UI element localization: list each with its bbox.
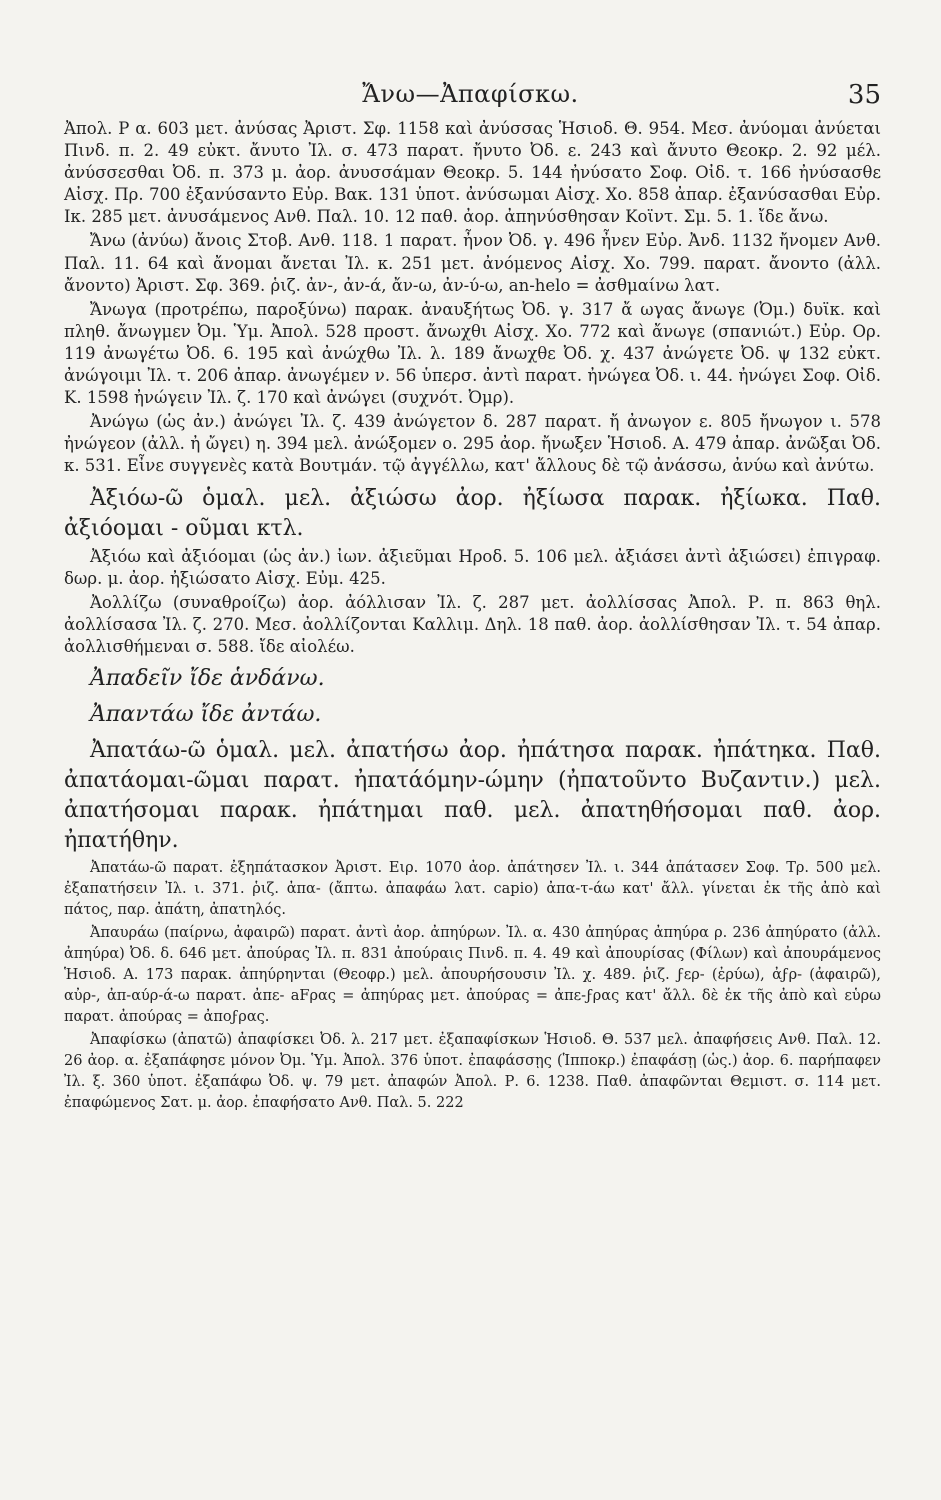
page-number: 35 bbox=[847, 80, 881, 110]
entry-paragraph-small: Ἀπαφίσκω (ἀπατῶ) ἀπαφίσκει Ὀδ. λ. 217 μετ. ἐξαπαφίσκων Ἡσιοδ. Θ. 537 μελ. ἀπαφήσεις Ανθ. Παλ. 12. 26 ἀορ. α. ἐξαπάφησε μόνον Ὀμ. Ὑμ. Ἀπολ. 376 ὑποτ. ἐπαφάσσῃς (Ἱπποκρ.) ἐπαφάσῃ (ὡς.) ἀορ. 6. παρήπαφεν Ἰλ. ξ. 360 ὑποτ. ἐξαπάφω Ὀδ. ψ. 79 μετ. ἀπαφών Ἀπολ. Ρ. 6. 1238. Παθ. ἀπαφῶνται Θεμιστ. σ. 114 μετ. ἐπαφώμενος Σατ. μ. ἀορ. ἐπαφήσατο Ανθ. Παλ. 5. 222 bbox=[64, 1031, 881, 1111]
entry-paragraph: Ἀξιόω καὶ ἀξιόομαι (ὡς ἀν.) ἰων. ἀξιεῦμαι Ηροδ. 5. 106 μελ. ἀξιάσει ἀντὶ ἀξιώσει) ἐπιγραφ. δωρ. μ. ἀορ. ἠξιώσατο Αἰσχ. Εὐμ. 425. bbox=[64, 546, 881, 588]
headword-apadein: Ἀπαδεῖν ἴδε ἁνδάνω. bbox=[90, 665, 325, 691]
entry-paragraph: Ἀνώγω (ὡς ἀν.) ἀνώγει Ἰλ. ζ. 439 ἀνώγετον δ. 287 παρατ. ἤ ἀνωγον ε. 805 ἤνωγον ι. 578 ἠνώγεον (ἀλλ. ἠ ὤγει) η. 394 μελ. ἀνώξομεν ο. 295 ἀορ. ἤνωξεν Ἡσιοδ. Α. 479 ἀπαρ. ἀνῶξαι Ὀδ. κ. 531. Εἶνε συγγενὲς κατὰ Βουτμάν. τῷ ἀγγέλλω, κατ' ἄλλους δὲ τῷ ἀνάσσω, ἀνύω καὶ ἀνύτω. bbox=[64, 412, 881, 476]
entry-paragraph: Ἀολλίζω (συναθροίζω) ἀορ. ἀόλλισαν Ἰλ. ζ. 287 μετ. ἀολλίσσας Ἀπολ. Ρ. π. 863 θηλ. ἀολλίσασα Ἰλ. ζ. 270. Μεσ. ἀολλίζονται Καλλιμ. Δηλ. 18 παθ. ἀορ. ἀολλίσθησαν Ἰλ. τ. 54 ἀπαρ. ἀολλισθήμεναι σ. 588. ἴδε αἰολέω. bbox=[64, 592, 881, 656]
entry-paragraph: Ἀπολ. Ρ α. 603 μετ. ἀνύσας Ἀριστ. Σφ. 1158 καὶ ἀνύσσας Ἡσιοδ. Θ. 954. Μεσ. ἀνύομαι ἀνύεται Πινδ. π. 2. 49 εὐκτ. ἄνυτο Ἰλ. σ. 473 παρατ. ἤνυτο Ὀδ. ε. 243 καὶ ἄνυτο Θεοκρ. 2. 92 μέλ. ἀνύσσεσθαι Ὀδ. π. 373 μ. ἀορ. ἀνυσσάμαν Θεοκρ. 5. 144 ἠνύσατο Σοφ. Οἰδ. τ. 166 ἠνύσασθε Αἰσχ. Πρ. 700 ἐξανύσαντο Εὐρ. Βακ. 131 ὑποτ. ἀνύσωμαι Αἰσχ. Χο. 858 ἀπαρ. ἐξανύσασθαι Εὐρ. Ικ. 285 μετ. ἀνυσάμενος Ανθ. Παλ. 10. 12 παθ. ἀορ. ἀπηνύσθησαν Κοϊντ. Σμ. 5. 1. ἴδε ἄνω. bbox=[64, 119, 881, 227]
headword-apatao: Ἀπατάω-ῶ ὁμαλ. μελ. ἀπατήσω ἀορ. ἠπάτησα παρακ. ἠπάτηκα. Παθ. ἀπατάομαι-ῶμαι παρατ. ἠπατάόμην-ώμην (ἠπατοῦντο Βυζαντιν.) μελ. ἀπατήσομαι παρακ. ἠπάτημαι παθ. μελ. ἀπατηθήσομαι παθ. ἀορ. ἠπατήθην. bbox=[64, 737, 881, 853]
headword-apantao: Ἀπαντάω ἴδε ἀντάω. bbox=[90, 701, 322, 727]
entry-paragraph: Ἄνω (ἀνύω) ἄνοις Στοβ. Ανθ. 118. 1 παρατ. ἦνον Ὀδ. γ. 496 ἦνεν Εὐρ. Ἀνδ. 1132 ἤνομεν Ανθ. Παλ. 11. 64 καὶ ἄνομαι ἄνεται Ἰλ. κ. 251 μετ. ἀνόμενος Αἰσχ. Χο. 799. παρατ. ἄνοντο (ἀλλ. ἄνοντο) Ἀριστ. Σφ. 369. ῥιζ. ἀν-, ἀν-ά, ἄν-ω, ἀν-ύ-ω, an-helo = ἀσθμαίνω λατ. bbox=[64, 231, 881, 295]
headword-axioo: Ἀξιόω-ῶ ὁμαλ. μελ. ἀξιώσω ἀορ. ἠξίωσα παρακ. ἠξίωκα. Παθ. ἀξιόομαι - οῦμαι κτλ. bbox=[64, 485, 881, 541]
entry-paragraph: Ἄνωγα (προτρέπω, παροξύνω) παρακ. ἀναυξήτως Ὀδ. γ. 317 ἄ ωγας ἄνωγε (Ὀμ.) δυϊκ. καὶ πληθ. ἄνωγμεν Ὀμ. Ὑμ. Ἀπολ. 528 προστ. ἄνωχθι Αἰσχ. Χο. 772 καὶ ἄνωγε (σπανιώτ.) Εὐρ. Ορ. 119 ἀνωγέτω Ὀδ. 6. 195 καὶ ἀνώχθω Ἰλ. λ. 189 ἄνωχθε Ὀδ. χ. 437 ἀνώγετε Ὀδ. ψ 132 εὐκτ. ἀνώγοιμι Ἰλ. τ. 206 ἀπαρ. ἀνωγέμεν ν. 56 ὑπερσ. ἀντὶ παρατ. ἠνώγεα Ὀδ. ι. 44. ἠνώγει Σοφ. Οἰδ. Κ. 1598 ἠνώγειν Ἰλ. ζ. 170 καὶ ἀνώγει (συχνότ. Ὀμρ). bbox=[64, 299, 881, 408]
running-head: Ἄνω—Ἀπαφίσκω. bbox=[362, 80, 579, 108]
entry-paragraph-small: Ἀπαυράω (παίρνω, ἀφαιρῶ) παρατ. ἀντὶ ἀορ. ἀπηύρων. Ἰλ. α. 430 ἀπηύρας ἀπηύρα ρ. 236 ἀπηύρατο (ἀλλ. ἀπηύρα) Ὀδ. δ. 646 μετ. ἀπούρας Ἰλ. π. 831 ἀπούραις Πινδ. π. 4. 49 καὶ ἀπουρίσας (Φίλων) καὶ ἀπουράμενος Ἡσιοδ. Α. 173 παρακ. ἀπηύρηνται (Θεοφρ.) μελ. ἀπουρήσουσιν Ἰλ. χ. 489. ῥιζ. ϝερ- (ἐρύω), ἀϝρ- (ἀφαιρῶ), αὐρ-, ἀπ-αύρ-ά-ω παρατ. ἀπε- aFρας = ἀπηύρας μετ. ἀπούρας = ἀπε-ϝρας κατ' ἄλλ. δὲ ἐκ τῆς ἀπὸ καὶ εὑρω παρατ. ἀπούρας = ἀποϝρας. bbox=[64, 924, 881, 1025]
entry-paragraph-small: Ἀπατάω-ῶ παρατ. ἐξηπάτασκον Ἀριστ. Ειρ. 1070 ἀορ. ἀπάτησεν Ἰλ. ι. 344 ἀπάτασεν Σοφ. Τρ. 500 μελ. ἐξαπατήσειν Ἰλ. ι. 371. ῥιζ. ἀπα- (ἄπτω. ἀπαφάω λατ. capio) ἀπα-τ-άω κατ' ἄλλ. γίνεται ἐκ τῆς ἀπὸ καὶ πάτος, παρ. ἀπάτη, ἀπατηλός. bbox=[64, 859, 881, 918]
dictionary-text bbox=[64, 118, 881, 1114]
